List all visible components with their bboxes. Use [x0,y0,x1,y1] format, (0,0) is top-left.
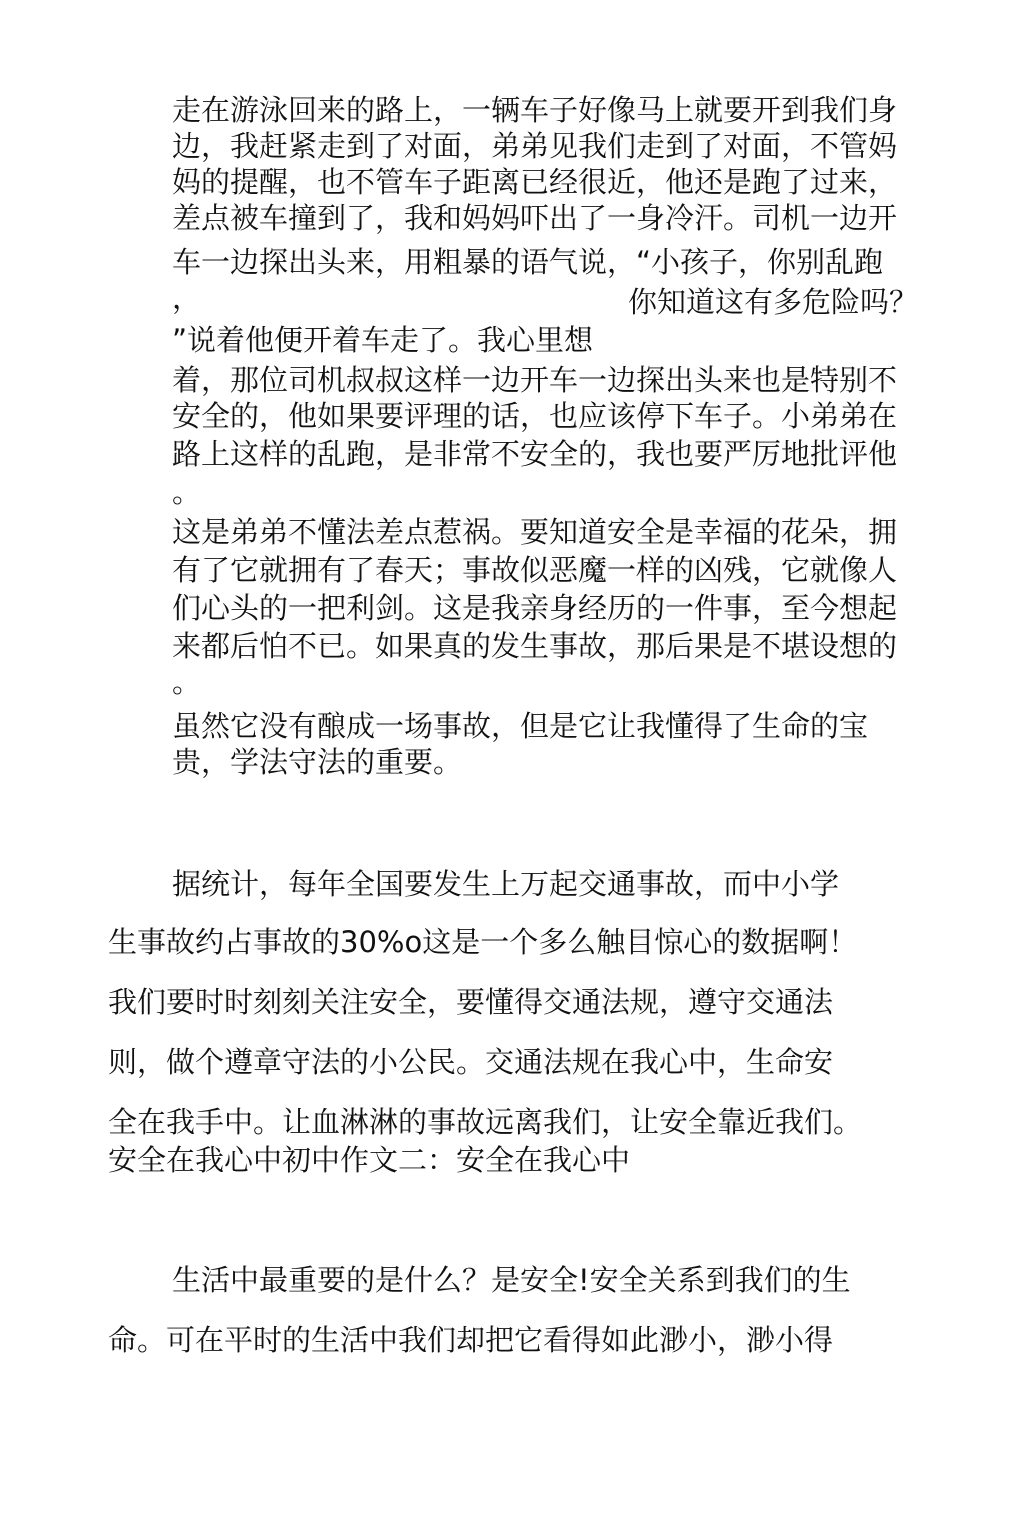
text-line: 生活中最重要的是什么？是安全!安全关系到我们的生 [172,1263,851,1297]
text-line: 们心头的一把利剑。这是我亲身经历的一件事，至今想起 [172,591,898,625]
text-line: 边，我赶紧走到了对面，弟弟见我们走到了对面，不管妈 [172,129,898,163]
text-line: 有了它就拥有了春天；事故似恶魔一样的凶残，它就像人 [172,553,898,587]
text-line: 差点被车撞到了，我和妈妈吓出了一身冷汗。司机一边开 [172,201,898,235]
text-line: 来都后怕不已。如果真的发生事故，那后果是不堪设想的 [172,629,898,663]
text-line: 生事故约占事故的30%o这是一个多么触目惊心的数据啊！ [108,925,858,959]
text-line: 你知道这有多危险吗？ [628,285,919,319]
text-line: 命。可在平时的生活中我们却把它看得如此渺小，渺小得 [108,1323,834,1357]
text-line: 全在我手中。让血淋淋的事故远离我们，让安全靠近我们。 [108,1105,863,1139]
text-line: 这是弟弟不懂法差点惹祸。要知道安全是幸福的花朵，拥 [172,515,898,549]
text-line: 走在游泳回来的路上，一辆车子好像马上就要开到我们身 [172,93,898,127]
text-line: 车一边探出头来，用粗暴的语气说，“小孩子，你别乱跑 [172,245,884,279]
text-line: 虽然它没有酿成一场事故，但是它让我懂得了生命的宝 [172,709,869,743]
text-line: 我们要时时刻刻关注安全，要懂得交通法规，遵守交通法 [108,985,834,1019]
text-line: 贵，学法守法的重要。 [172,745,463,779]
text-line: 则，做个遵章守法的小公民。交通法规在我心中，生命安 [108,1045,834,1079]
text-line: 妈的提醒，也不管车子距离已经很近，他还是跑了过来， [172,165,898,199]
text-line: 。 [172,665,202,699]
text-line: 。 [172,475,202,509]
text-line: 着，那位司机叔叔这样一边开车一边探出头来也是特别不 [172,363,898,397]
text-line: 安全的，他如果要评理的话，也应该停下车子。小弟弟在 [172,399,898,433]
text-line: ， [172,281,202,315]
text-line: 路上这样的乱跑，是非常不安全的，我也要严厉地批评他 [172,437,898,471]
text-line: 据统计，每年全国要发生上万起交通事故，而中小学 [172,867,840,901]
text-line: ”说着他便开着车走了。我心里想 [172,323,594,357]
text-line: 安全在我心中初中作文二：安全在我心中 [108,1143,631,1177]
